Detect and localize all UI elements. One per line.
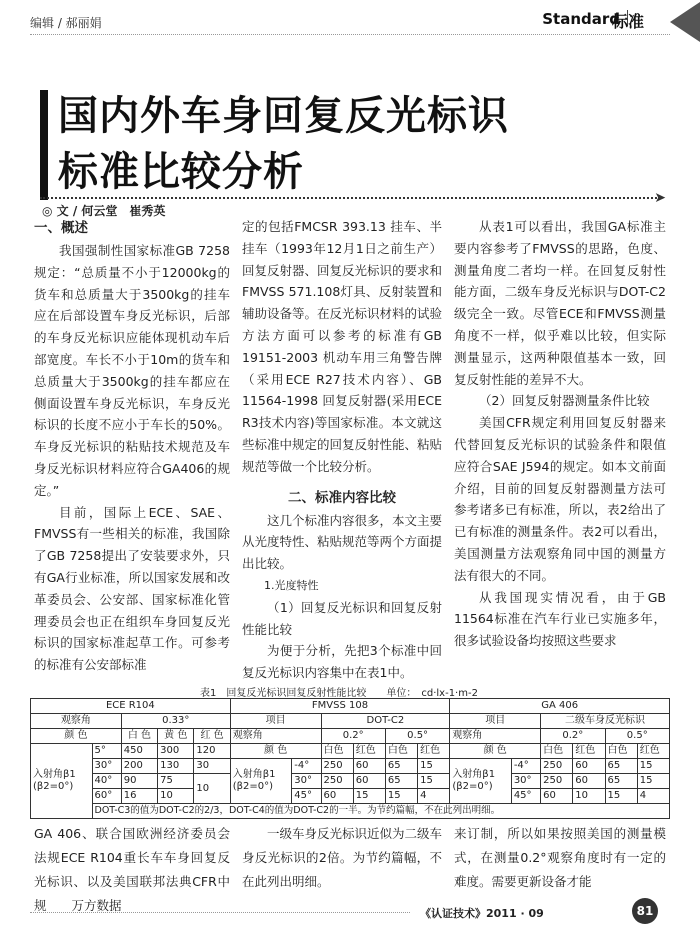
bottom-column-3: 来订制，所以如果按照美国的测量模式，在测量0.2°观察角度时有一定的难度。需要更新设备才能	[454, 826, 666, 889]
subheading: （1）回复反光标识和回复反射性能比较	[242, 599, 442, 637]
paragraph: 我国强制性国家标准GB 7258规定：“总质量不小于12000kg的货车和总质量大于3500kg的挂车应在后部设置车身反光标识，后部的车身反光标识应能体现机动车后部宽度。车长不小于10m的货车和总质量大于3500kg的挂车都应在侧面设置车身反光标识，车身反光标识的长度不应小于车长的50%。车身反光标识的粘贴技术规范及车身反光标识材料应符合GA406的规定。”	[34, 243, 230, 498]
table-cell: 红 色	[194, 729, 230, 744]
table-row	[31, 729, 670, 744]
table-row	[31, 789, 670, 804]
footer-rule	[30, 912, 410, 913]
table-cell: 颜 色	[230, 744, 321, 759]
title-accent-bar	[40, 90, 48, 200]
table-cell: 16	[121, 789, 157, 804]
table-cell: 4	[418, 789, 450, 804]
table-cell: 0.2°	[321, 729, 385, 744]
table-cell: 250	[541, 759, 573, 774]
paragraph: 定的包括FMCSR 393.13 挂车、半挂车（1993年12月1日之前生产）回复反射器、回复反光标识的要求和FMVSS 571.108灯具、反射装置和辅助设备等。在反光标识材料的试验方法方面可以参考的标准有GB 19151-2003 机动车用三角警告牌（采用ECE R27技术内容）、GB 11564-1998 回复反射器(采用ECE R3技术内容)等国家标准。本文就这些标准中规定的回复反射性能、粘贴规范等做一个比较分析。	[242, 219, 443, 474]
bottom-column-2: 一级车身反光标识近似为二级车身反光标识的2倍。为节约篇幅，不在此列出明细。	[242, 826, 443, 889]
incidence-label: 入射角β1	[452, 769, 496, 780]
table-cell: 白色	[385, 744, 417, 759]
table-cell: 40°	[92, 774, 121, 789]
paragraph: 从我国现实情况看，由于GB 11564标准在汽车行业已实施多年，很多试验设备均按照这些要求	[454, 589, 666, 649]
subheading: （2）回复反射器测量条件比较	[479, 393, 650, 409]
incidence-label: 入射角β1	[232, 769, 276, 780]
table-cell: 15	[637, 759, 669, 774]
title-rule	[40, 197, 660, 199]
table-cell: 65	[385, 759, 417, 774]
table-cell: 60	[573, 774, 605, 789]
table-cell: 450	[121, 744, 157, 759]
table-cell: 30	[194, 759, 230, 774]
table-row	[31, 774, 670, 789]
paragraph: 美国CFR规定利用回复反射器来代替回复反光标识的试验条件和限值应符合SAE J594的规定。如本文前面介绍，目前的回复反射器测量方法可参考诸多已有标准，所以，表2给出了已有标准的测量条件。表2可以看出，美国测量方法观察角同中国的测量方法有很大的不同。	[454, 415, 666, 583]
paragraph: 从表1可以看出，我国GA标准主要内容参考了FMVSS的思路，色度、测量角度二者均一样。在回复反射性能方面，二级车身反光标识与DOT-C2级完全一致。尽管ECE和FMVSS测量角度不一样，似乎难以比较，但实际测量显示，这两种限值基本一致，回复反射性能的差异不大。	[454, 219, 666, 387]
table-cell: 15	[353, 789, 385, 804]
title-line-1: 国内外车身回复反光标识	[58, 93, 509, 139]
table-note: DOT-C3的值为DOT-C2的2/3，DOT-C4的值为DOT-C2的一半。为节约篇幅，不在此列出明细。	[92, 804, 670, 819]
paragraph: 目前，国际上ECE、SAE、FMVSS有一些相关的标准，我国除了GB 7258提出了安装要求外，只有GA行业标准，所以国家发展和改革委员会、公安部、国家标准化管理委员会也正在组织车身回复反光标识的国家标准起草工作。可参考的标准有公安部标准	[34, 504, 230, 673]
table-cell: 45°	[511, 789, 540, 804]
table-cell: 120	[194, 744, 230, 759]
table-cell: 15	[385, 789, 417, 804]
page-header	[0, 0, 700, 40]
table-cell: 项目	[230, 714, 321, 729]
table-row	[31, 759, 670, 774]
table-cell: 45°	[292, 789, 321, 804]
table-cell: 0.5°	[605, 729, 670, 744]
column-2	[242, 216, 442, 684]
table-cell: 90	[121, 774, 157, 789]
table-cell: 60	[321, 789, 353, 804]
incidence-sub: (β2=0°)	[33, 781, 74, 792]
table-cell	[31, 744, 93, 819]
table-cell: 250	[321, 774, 353, 789]
incidence-sub: (β2=0°)	[452, 781, 493, 792]
incidence-sub: (β2=0°)	[232, 781, 274, 792]
table-cell: 0.33°	[121, 714, 230, 729]
table-cell: 颜 色	[450, 744, 541, 759]
table-cell: 300	[158, 744, 194, 759]
table-cell: 250	[541, 774, 573, 789]
table-cell: 观察角	[450, 729, 541, 744]
table-cell: 65	[385, 774, 417, 789]
column-1	[34, 216, 230, 676]
table-cell: 红色	[418, 744, 450, 759]
table-cell: 红色	[637, 744, 669, 759]
table-cell: 60	[353, 759, 385, 774]
table-cell: 15	[418, 774, 450, 789]
editor-credit: 编辑 / 郝丽娟	[30, 16, 102, 30]
section-heading-comparison: 二、标准内容比较	[288, 489, 396, 506]
table-cell: FMVSS 108	[230, 699, 450, 714]
table-cell: -4°	[511, 759, 540, 774]
header-rule	[30, 34, 670, 35]
table-cell: 65	[605, 759, 637, 774]
comparison-table	[30, 698, 670, 819]
table-cell: 白色	[605, 744, 637, 759]
table-cell: 项目	[450, 714, 541, 729]
paragraph: 这几个标准内容很多，本文主要从光度特性、粘贴规范等两个方面提出比较。	[242, 512, 443, 572]
table-cell: 颜 色	[31, 729, 122, 744]
table-cell: 观察角	[230, 729, 321, 744]
journal-footer: 《认证技术》2011 · 09	[420, 907, 544, 920]
table-cell: 15	[605, 789, 637, 804]
section-heading-overview: 一、概述	[34, 220, 88, 236]
table-cell: 250	[321, 759, 353, 774]
table-cell: GA 406	[450, 699, 670, 714]
arrow-right-icon: ➤	[654, 190, 666, 206]
table-cell: 白色	[541, 744, 573, 759]
table-cell: 10	[158, 789, 194, 804]
table-cell: 60	[541, 789, 573, 804]
table-cell	[230, 759, 292, 804]
table-row	[31, 714, 670, 729]
table-cell: 15	[637, 774, 669, 789]
table-cell: 黄 色	[158, 729, 194, 744]
table-cell: 200	[121, 759, 157, 774]
bottom-column-1: GA 406、联合国欧洲经济委员会法规ECE R104重长车车身回复反光标识、以及美国联邦法典CFR中规 万方数据	[34, 826, 230, 913]
table-cell: 30°	[292, 774, 321, 789]
table-cell: 60	[573, 759, 605, 774]
table-cell: 15	[418, 759, 450, 774]
table-cell: 红色	[353, 744, 385, 759]
table-cell: 10	[194, 774, 230, 804]
table-cell: 观察角	[31, 714, 122, 729]
paragraph: 为便于分析，先把3个标准中回复反光标识内容集中在表1中。	[242, 643, 442, 681]
table-cell: ECE R104	[31, 699, 231, 714]
table-cell: 4	[637, 789, 669, 804]
table-cell: 0.2°	[541, 729, 605, 744]
page-number: 81	[632, 898, 658, 924]
table-cell: 60°	[92, 789, 121, 804]
table-cell: 红色	[573, 744, 605, 759]
article-title	[58, 88, 509, 200]
table-cell: 30°	[92, 759, 121, 774]
title-line-2: 标准比较分析	[58, 149, 304, 195]
table-row	[31, 699, 670, 714]
table-cell: 5°	[92, 744, 121, 759]
header-arrow-icon	[670, 2, 700, 42]
table-cell: 0.5°	[385, 729, 449, 744]
section-label-en: Standard	[542, 10, 620, 28]
table-cell	[450, 759, 512, 804]
table-cell: 130	[158, 759, 194, 774]
section-label-cn: 标准	[611, 12, 644, 31]
table-caption: 表1 回复反光标识回复反射性能比较 单位： cd·lx-1·m-2	[200, 688, 478, 699]
incidence-label: 入射角β1	[33, 769, 76, 780]
table-cell: 75	[158, 774, 194, 789]
table-cell: 60	[353, 774, 385, 789]
table-cell: 10	[573, 789, 605, 804]
table-cell: DOT-C2	[321, 714, 450, 729]
table-row	[31, 744, 670, 759]
column-3	[454, 216, 666, 652]
table-cell: 白色	[321, 744, 353, 759]
subheading: 1.光度特性	[264, 578, 319, 592]
table-cell: 65	[605, 774, 637, 789]
table-row	[31, 804, 670, 819]
table-cell: 二级车身反光标识	[541, 714, 670, 729]
table-cell: 白 色	[121, 729, 157, 744]
table-cell: 30°	[511, 774, 540, 789]
authors: ◎ 文 / 何云堂 崔秀英	[42, 204, 166, 218]
table-cell: -4°	[292, 759, 321, 774]
